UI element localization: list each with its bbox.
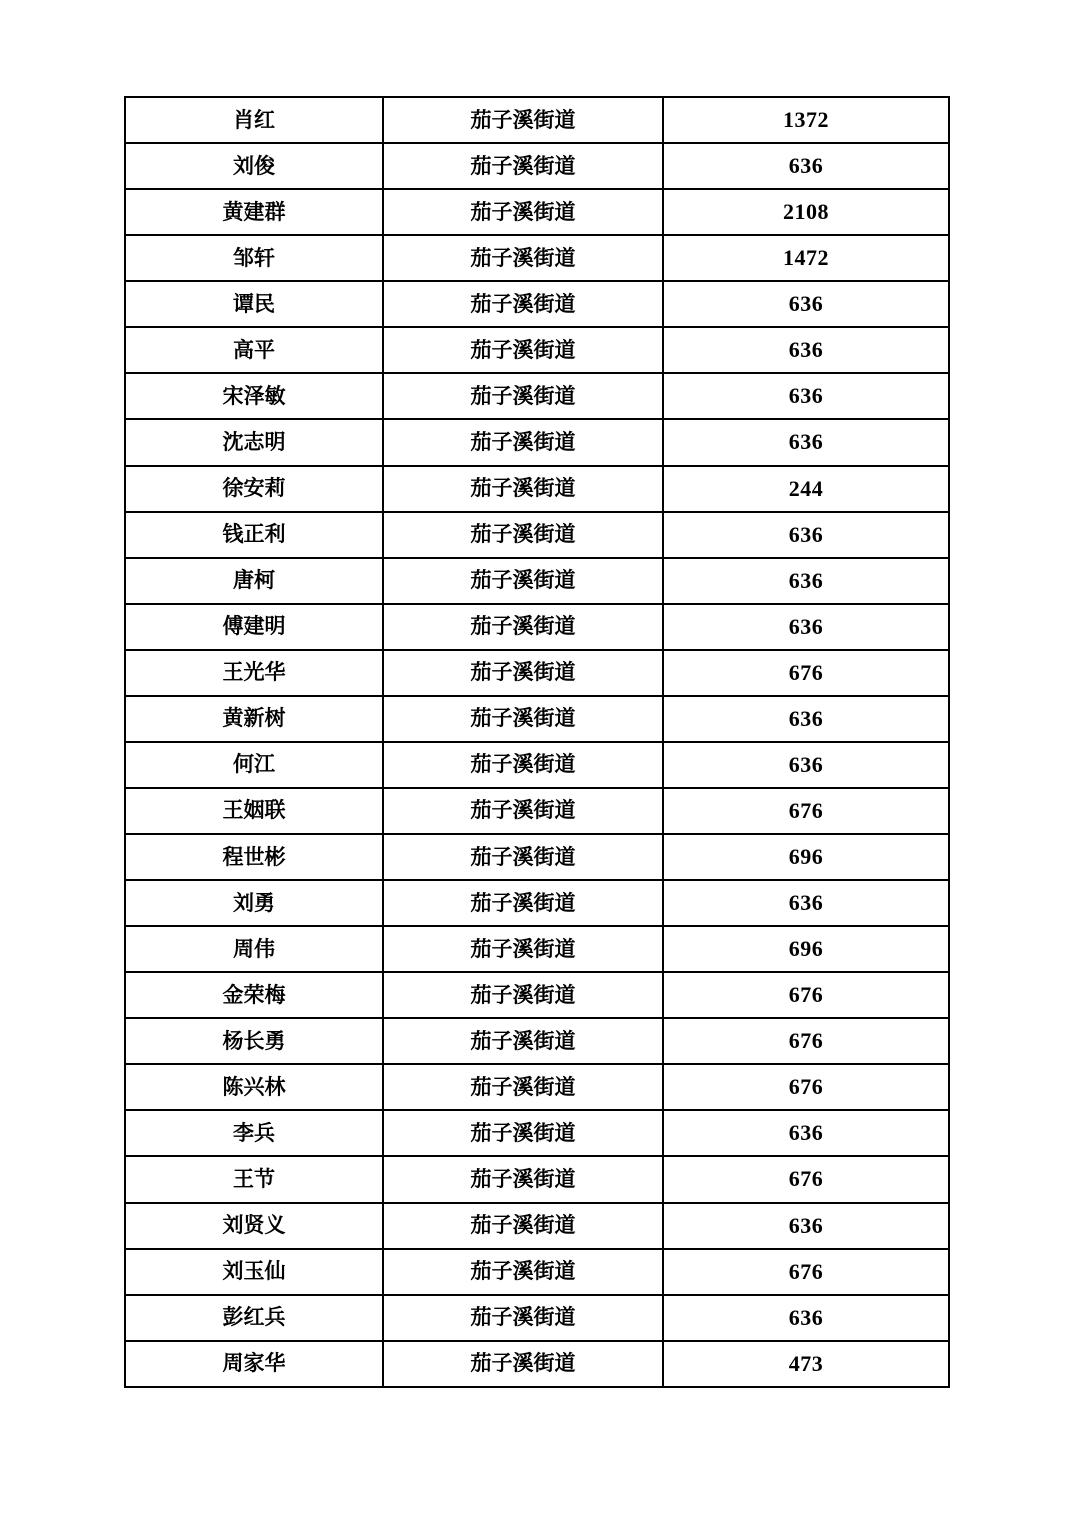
amount-cell: 636 xyxy=(663,742,949,788)
person-name-cell: 杨长勇 xyxy=(125,1018,383,1064)
amount-cell: 636 xyxy=(663,512,949,558)
amount-cell: 676 xyxy=(663,1018,949,1064)
amount-cell: 1372 xyxy=(663,97,949,143)
person-name-cell: 钱正利 xyxy=(125,512,383,558)
amount-cell: 636 xyxy=(663,281,949,327)
district-cell: 茄子溪街道 xyxy=(383,419,663,465)
table-row xyxy=(125,788,949,834)
table-row xyxy=(125,1249,949,1295)
amount-cell: 676 xyxy=(663,788,949,834)
table-row xyxy=(125,880,949,926)
district-cell: 茄子溪街道 xyxy=(383,97,663,143)
person-name-cell: 程世彬 xyxy=(125,834,383,880)
table-row xyxy=(125,1156,949,1202)
table-row xyxy=(125,1341,949,1387)
amount-cell: 473 xyxy=(663,1341,949,1387)
person-name-cell: 何江 xyxy=(125,742,383,788)
table-row xyxy=(125,373,949,419)
district-cell: 茄子溪街道 xyxy=(383,1341,663,1387)
person-name-cell: 王姻联 xyxy=(125,788,383,834)
person-name-cell: 沈志明 xyxy=(125,419,383,465)
amount-cell: 676 xyxy=(663,1156,949,1202)
amount-cell: 636 xyxy=(663,1110,949,1156)
person-name-cell: 刘勇 xyxy=(125,880,383,926)
person-name-cell: 陈兴林 xyxy=(125,1064,383,1110)
person-name-cell: 周家华 xyxy=(125,1341,383,1387)
amount-cell: 636 xyxy=(663,419,949,465)
table-row xyxy=(125,742,949,788)
district-cell: 茄子溪街道 xyxy=(383,235,663,281)
table-row xyxy=(125,189,949,235)
person-name-cell: 黄建群 xyxy=(125,189,383,235)
table-row xyxy=(125,558,949,604)
amount-cell: 636 xyxy=(663,604,949,650)
amount-cell: 1472 xyxy=(663,235,949,281)
amount-cell: 636 xyxy=(663,143,949,189)
district-cell: 茄子溪街道 xyxy=(383,1295,663,1341)
amount-cell: 696 xyxy=(663,834,949,880)
district-cell: 茄子溪街道 xyxy=(383,1064,663,1110)
district-cell: 茄子溪街道 xyxy=(383,788,663,834)
district-cell: 茄子溪街道 xyxy=(383,466,663,512)
amount-cell: 676 xyxy=(663,1064,949,1110)
amount-cell: 676 xyxy=(663,650,949,696)
amount-cell: 636 xyxy=(663,696,949,742)
person-name-cell: 肖红 xyxy=(125,97,383,143)
district-cell: 茄子溪街道 xyxy=(383,880,663,926)
person-name-cell: 王节 xyxy=(125,1156,383,1202)
amount-cell: 636 xyxy=(663,1203,949,1249)
table-row xyxy=(125,1203,949,1249)
roster-table xyxy=(124,96,950,1388)
person-name-cell: 王光华 xyxy=(125,650,383,696)
table-row xyxy=(125,327,949,373)
district-cell: 茄子溪街道 xyxy=(383,696,663,742)
district-cell: 茄子溪街道 xyxy=(383,1110,663,1156)
district-cell: 茄子溪街道 xyxy=(383,834,663,880)
amount-cell: 636 xyxy=(663,1295,949,1341)
person-name-cell: 邹轩 xyxy=(125,235,383,281)
district-cell: 茄子溪街道 xyxy=(383,1249,663,1295)
amount-cell: 676 xyxy=(663,972,949,1018)
table-row xyxy=(125,281,949,327)
district-cell: 茄子溪街道 xyxy=(383,972,663,1018)
district-cell: 茄子溪街道 xyxy=(383,650,663,696)
district-cell: 茄子溪街道 xyxy=(383,558,663,604)
district-cell: 茄子溪街道 xyxy=(383,1018,663,1064)
district-cell: 茄子溪街道 xyxy=(383,742,663,788)
person-name-cell: 高平 xyxy=(125,327,383,373)
table-row xyxy=(125,235,949,281)
person-name-cell: 彭红兵 xyxy=(125,1295,383,1341)
amount-cell: 636 xyxy=(663,880,949,926)
table-row xyxy=(125,1110,949,1156)
table-row xyxy=(125,1018,949,1064)
amount-cell: 636 xyxy=(663,558,949,604)
district-cell: 茄子溪街道 xyxy=(383,327,663,373)
district-cell: 茄子溪街道 xyxy=(383,281,663,327)
table-row xyxy=(125,650,949,696)
person-name-cell: 刘玉仙 xyxy=(125,1249,383,1295)
district-cell: 茄子溪街道 xyxy=(383,926,663,972)
table-row xyxy=(125,604,949,650)
person-name-cell: 傅建明 xyxy=(125,604,383,650)
amount-cell: 696 xyxy=(663,926,949,972)
district-cell: 茄子溪街道 xyxy=(383,604,663,650)
table-row xyxy=(125,1295,949,1341)
table-row xyxy=(125,1064,949,1110)
person-name-cell: 黄新树 xyxy=(125,696,383,742)
table-row xyxy=(125,466,949,512)
table-row xyxy=(125,926,949,972)
person-name-cell: 唐柯 xyxy=(125,558,383,604)
amount-cell: 244 xyxy=(663,466,949,512)
district-cell: 茄子溪街道 xyxy=(383,512,663,558)
table-row xyxy=(125,834,949,880)
person-name-cell: 宋泽敏 xyxy=(125,373,383,419)
district-cell: 茄子溪街道 xyxy=(383,189,663,235)
district-cell: 茄子溪街道 xyxy=(383,1203,663,1249)
person-name-cell: 金荣梅 xyxy=(125,972,383,1018)
person-name-cell: 刘贤义 xyxy=(125,1203,383,1249)
amount-cell: 676 xyxy=(663,1249,949,1295)
amount-cell: 2108 xyxy=(663,189,949,235)
person-name-cell: 李兵 xyxy=(125,1110,383,1156)
table-row xyxy=(125,97,949,143)
person-name-cell: 周伟 xyxy=(125,926,383,972)
district-cell: 茄子溪街道 xyxy=(383,1156,663,1202)
district-cell: 茄子溪街道 xyxy=(383,143,663,189)
table-row xyxy=(125,512,949,558)
roster-table-body xyxy=(125,97,949,1387)
person-name-cell: 谭民 xyxy=(125,281,383,327)
amount-cell: 636 xyxy=(663,327,949,373)
district-cell: 茄子溪街道 xyxy=(383,373,663,419)
person-name-cell: 刘俊 xyxy=(125,143,383,189)
table-row xyxy=(125,143,949,189)
person-name-cell: 徐安莉 xyxy=(125,466,383,512)
amount-cell: 636 xyxy=(663,373,949,419)
table-row xyxy=(125,972,949,1018)
table-row xyxy=(125,696,949,742)
table-row xyxy=(125,419,949,465)
